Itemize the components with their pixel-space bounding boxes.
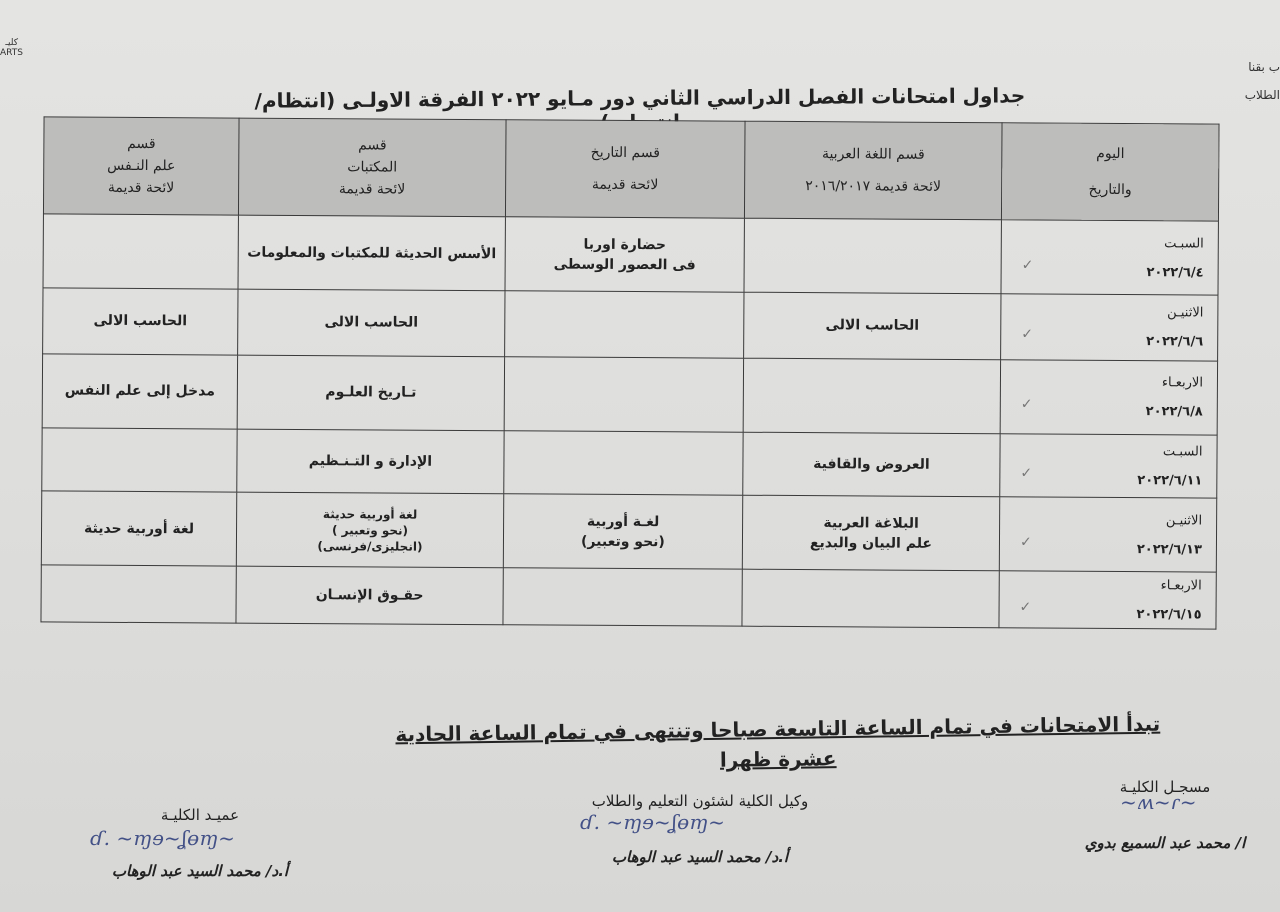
table-row (43, 214, 1218, 295)
subject-libraries: حقـوق الإنسـان (315, 587, 424, 604)
header-arabic-line-2: لائحة قديمة ٢٠١٦/٢٠١٧ (805, 178, 942, 195)
day-name: الاربعـاء (1161, 375, 1203, 391)
cell-psychology (41, 491, 236, 566)
cell-libraries (236, 566, 503, 624)
registrar-role: مسجـل الكليـة (1119, 778, 1211, 796)
subject-history: حضارة اوربا فى العصور الوسطى (553, 236, 696, 273)
day-date-cell (1001, 220, 1218, 295)
day-name: السبـت (1164, 235, 1204, 252)
header-day-line-2: والتاريخ (1088, 181, 1132, 199)
cell-psychology (43, 288, 238, 355)
table-row (42, 428, 1217, 498)
dean-name: أ.د/ محمد السيد عبد الوهاب (111, 862, 289, 880)
day-name: الاثنيـن (1165, 512, 1203, 529)
check-mark-icon: ✓ (1019, 599, 1032, 616)
exam-date: ٢٠٢٢/٦/٨ (1145, 404, 1203, 420)
cell-arabic (743, 432, 1000, 497)
check-mark-icon: ✓ (1020, 396, 1033, 413)
cell-psychology (43, 214, 238, 289)
cell-libraries (237, 429, 504, 494)
cell-arabic (743, 358, 1000, 434)
cell-libraries (238, 215, 505, 291)
corner-left-logo-text: كليـ ARTS (0, 38, 23, 58)
day-date-cell (1000, 359, 1217, 434)
header-history-line-2: لائحة قديمة (591, 176, 659, 194)
vice-dean-handwritten-signature: ɗ. ~ɱɘ~ʆɵɱ~ (580, 810, 725, 834)
exam-date: ٢٠٢٢/٦/٦ (1146, 334, 1204, 350)
subject-psychology: الحاسب الالى (93, 313, 188, 330)
vice-dean-role: وكيل الكلية لشئون التعليم والطلاب (591, 792, 809, 810)
cell-history (503, 568, 742, 626)
day-name: الاربعـاء (1160, 578, 1202, 594)
exam-date: ٢٠٢٢/٦/١٥ (1136, 607, 1202, 623)
day-date-cell (1001, 294, 1218, 361)
check-mark-icon: ✓ (1021, 256, 1034, 274)
subject-arabic: العروض والقافية (813, 456, 930, 473)
day-date-cell (999, 571, 1216, 629)
table-row (43, 288, 1218, 361)
page-title: جداول امتحانات الفصل الدراسي الثاني دور مـايو ٢٠٢٢ الفرقة الاولـى (انتظام/انتساب) (254, 83, 1026, 113)
exam-time-note: تبدأ الامتحانات في تمام الساعة التاسعة صباحا وتنتهى في تمام الساعة الحادية عشرة ظهرا (395, 711, 1161, 772)
header-libraries-line-2: المكتبات (347, 159, 398, 176)
subject-libraries: لغة أوربية حديثة (نحو وتعبير ) (انجليزى/فرنسى) (317, 506, 423, 554)
exam-date: ٢٠٢٢/٦/١٣ (1136, 541, 1202, 558)
subject-history: لغـة أوربية (نحو وتعبير) (581, 513, 665, 550)
subject-arabic: البلاغة العربية علم البيان والبديع (809, 514, 933, 552)
header-day-line-1: اليوم (1096, 145, 1125, 163)
cell-arabic (744, 292, 1001, 359)
subject-libraries: الأسس الحديثة للمكتبات والمعلومات (247, 244, 497, 262)
exam-date: ٢٠٢٢/٦/١١ (1137, 473, 1203, 489)
check-mark-icon: ✓ (1020, 465, 1033, 482)
cell-history (503, 494, 742, 570)
subject-arabic: الحاسب الالى (825, 317, 920, 335)
cell-libraries (236, 492, 503, 568)
subject-psychology: مدخل إلى علم النفس (64, 382, 215, 400)
cell-arabic (742, 569, 999, 627)
header-libraries-line-1: قسم (358, 137, 387, 154)
vice-dean-name: أ.د/ محمد السيد عبد الوهاب (611, 848, 789, 866)
header-day (1001, 123, 1219, 221)
corner-right-line-2: الطلاب (1244, 88, 1280, 102)
table-row (42, 354, 1217, 435)
cell-libraries (238, 289, 505, 356)
exam-schedule-table (40, 116, 1219, 629)
registrar-handwritten-signature: ~ʍ~ɾ~ (1120, 790, 1197, 814)
registrar-name: ا/ محمد عبد السميع بدوي (1084, 834, 1246, 852)
header-psychology (43, 117, 239, 215)
check-mark-icon: ✓ (1021, 326, 1034, 343)
subject-psychology: لغة أوربية حديثة (83, 520, 195, 537)
dean-role: عميـد الكليـة (160, 806, 240, 824)
cell-history (504, 431, 743, 496)
header-psychology-line-3: لائحة قديمة (107, 179, 175, 197)
header-history-line-1: قسم التاريخ (590, 144, 661, 162)
day-name: السبـت (1162, 444, 1203, 460)
cell-psychology (42, 354, 237, 429)
cell-history (505, 217, 744, 293)
check-mark-icon: ✓ (1019, 534, 1032, 551)
cell-psychology (42, 428, 237, 492)
day-date-cell (1000, 434, 1217, 499)
cell-psychology (41, 565, 236, 623)
day-name: الاثنيـن (1167, 305, 1204, 321)
subject-libraries: الإدارة و التـنـظيم (308, 452, 433, 470)
table-header-row (43, 117, 1219, 221)
cell-history (504, 356, 743, 432)
table-row (41, 565, 1216, 629)
header-psychology-line-2: علم النـفس (107, 157, 176, 175)
table-row (41, 491, 1216, 572)
subject-libraries: الحاسب الالى (324, 314, 419, 332)
corner-right-line-1: ب بقنا (1248, 60, 1280, 74)
cell-libraries (237, 355, 504, 431)
cell-arabic (744, 218, 1001, 294)
header-libraries (238, 118, 506, 217)
header-arabic (744, 121, 1002, 220)
header-arabic-line-1: قسم اللغة العربية (821, 146, 925, 163)
subject-libraries: تـاريخ العلـوم (325, 384, 417, 401)
day-date-cell (999, 497, 1216, 572)
header-libraries-line-3: لائحة قديمة (338, 181, 406, 198)
dean-handwritten-signature: ɗ. ~ɱɘ~ʆɵɱ~ (90, 826, 235, 850)
cell-arabic (742, 495, 999, 571)
header-psychology-line-1: قسم (127, 135, 156, 153)
header-history (505, 120, 745, 218)
corner-right-text (1220, 60, 1280, 116)
cell-history (505, 291, 744, 358)
exam-date: ٢٠٢٢/٦/٤ (1146, 264, 1204, 281)
